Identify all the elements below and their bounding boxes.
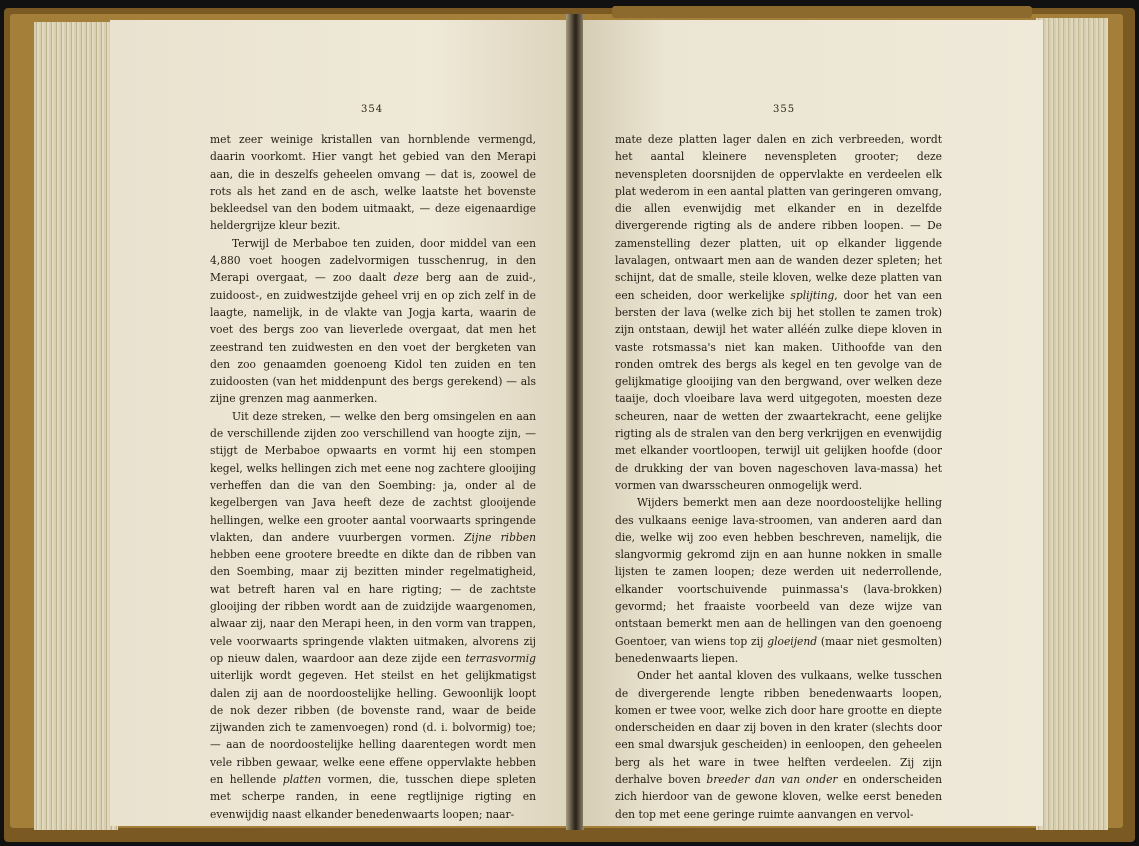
emphasis-text: Zijne ribben: [464, 530, 536, 544]
left-page-number: 354: [361, 104, 384, 115]
text-run: , door het van een bersten der lava (welke zich bij het stollen te zamen trok) zijn ontstaan, dewijl het water alléén zulke diepe kloven in vaste rotsmassa's niet kan maken. Uithoofde van den ronden omtrek des bergs als kegel en ten gevolge van de gelijkmatige glooijing van den bergwand, over welken deze taaije, doch vloeibare lava werd uitgegoten, moesten deze scheuren, naar de wetten der zwaartekracht, eene gelijke rigting als de stralen van den berg verkrijgen en evenwijdig met elkander voortloopen, terwijl uit gelijken hoofde (door de drukking der van boven nageschoven lava-massa) het vormen van dwarsscheuren onmogelijk werd.: [615, 288, 942, 492]
text-run: hebben eene grootere breedte en dikte dan de ribben van den Soembing, maar zij bezitten minder regelmatigheid, wat betreft haren val en hare rigting; — de zachtste glooijing der ribben wordt aan de zuidzijde waargenomen, alwaar zij, naar den Merapi heen, in den vorm van trappen, vele voorwaarts springende vlakten uitmaken, alvorens zij op nieuw dalen, waardoor aan deze zijde een: [210, 548, 536, 665]
paragraph: [210, 408, 536, 823]
left-page: [110, 20, 568, 826]
paragraph: [615, 667, 942, 823]
book-gutter: [566, 14, 584, 830]
top-spine-edge: [612, 6, 1032, 18]
text-run: met zeer weinige kristallen van hornblende vermengd, daarin voorkomt. Hier vangt het gebied van den Merapi aan, die in deszelfs geheelen omvang — dat is, zoowel de rots als het zand en de asch, welke laatste het bovenste bekleedsel van den bodem uitmaakt, — deze eigenaardige heldergrijze kleur bezit.: [210, 133, 536, 233]
text-run: Wijders bemerkt men aan deze noordoostelijke helling des vulkaans eenige lava-stroomen, van anderen aard dan die, welke wij zoo even hebben beschreven, namelijk, die slangvormig gekromd zijn en aan hunne nokken in smalle lijsten te zamen loopen; deze werden uit nederrollende, elkander voortschuivende puinmassa's (lava-brokken) gevormd; het fraaiste voorbeeld van deze wijze van ontstaan bemerkt men aan de hellingen van den goenoeng Goentoer, van wiens top zij: [615, 496, 942, 648]
paragraph: [615, 494, 942, 667]
right-page-body: [615, 131, 942, 823]
text-run: Uit deze streken, — welke den berg omsingelen en aan de verschillende zijden zoo verschillend van hoogte zijn, — stijgt de Merbaboe opwaarts en vormt hij een stompen kegel, welks hellingen zich met eene nog zachtere glooijing verheffen dan die van den Soembing: ja, onder al de kegelbergen van Java heeft deze de zachtst glooijende hellingen, welke een grooter aantal voorwaarts springende vlakten, dan andere vuurbergen vormen.: [210, 409, 536, 544]
paragraph: [210, 235, 536, 408]
text-run: vormen, die, tusschen diepe spleten met scherpe randen, in eene regtlijnige rigting en evenwijdig naast elkander benedenwaarts loopen; naar-: [210, 772, 536, 821]
paragraph: [210, 131, 536, 235]
text-run: (maar niet gesmolten) benedenwaarts liepen.: [615, 634, 942, 665]
emphasis-text: platten: [282, 772, 322, 786]
emphasis-text: breeder dan van onder: [706, 772, 838, 786]
text-run: en onderscheiden zich hierdoor van de gewone kloven, welke eerst beneden den top met eene geringe ruimte aanvangen en vervol-: [615, 772, 942, 821]
right-page: [583, 20, 1043, 826]
emphasis-text: deze: [393, 271, 419, 285]
text-run: Onder het aantal kloven des vulkaans, welke tusschen de divergerende lengte ribben benedenwaarts loopen, komen er twee voor, welke zich door hare grootte en diepte onderscheiden en daar zij boven in den krater (slechts door een smal dwarsjuk gescheiden) in eenloopen, den geheelen berg als het ware in twee helften verdeelen. Zij zijn derhalve boven: [615, 669, 942, 786]
left-page-body: [210, 131, 536, 823]
paragraph: [615, 131, 942, 494]
emphasis-text: gloeijend: [767, 634, 818, 648]
emphasis-text: splijting: [790, 288, 835, 302]
right-page-number: 355: [773, 104, 796, 115]
right-page-edges: [1036, 18, 1108, 830]
text-run: berg aan de zuid-, zuidoost-, en zuidwestzijde geheel vrij en op zich zelf in de laagte, namelijk, in de vlakte van Jogja karta, waarin de voet des bergs zoo van lieverlede overgaat, dat men het zeestrand ten zuidwesten en den voet der bergketen van den zoo genaamden goenoeng Kidol ten zuiden en ten zuidoosten (van het middenpunt des bergs gerekend) — als zijne grenzen mag aanmerken.: [210, 271, 536, 406]
emphasis-text: terrasvormig: [465, 651, 536, 665]
text-run: Terwijl de Merbaboe ten zuiden, door middel van een 4,880 voet hoogen zadelvormigen tusschenrug, in den Merapi overgaat, — zoo daalt: [210, 236, 536, 285]
left-page-edges: [34, 22, 118, 830]
text-run: uiterlijk wordt gegeven. Het steilst en het gelijkmatigst dalen zij aan de noordoostelijke helling. Gewoonlijk loopt de nok dezer ribben (de bovenste rand, waar de beide zijwanden zich te zamenvoegen) rond (d. i. bolvormig) toe; — aan de noordoostelijke helling daarentegen wordt men vele ribben gewaar, welke eene effene oppervlakte hebben en hellende: [210, 669, 536, 786]
text-run: mate deze platten lager dalen en zich verbreeden, wordt het aantal kleinere nevenspleten grooter; deze nevenspleten doorsnijden de oppervlakte en verdeelen elk plat wederom in een aantal platten van geringeren omvang, die allen evenwijdig met elkander en in dezelfde divergerende rigting als de andere ribben loopen. — De zamenstelling dezer platten, uit op elkander liggende lavalagen, ontwaart men aan de wanden dezer spleten; het schijnt, dat de smalle, steile kloven, welke deze platten van een scheiden, door werkelijke: [615, 133, 942, 302]
